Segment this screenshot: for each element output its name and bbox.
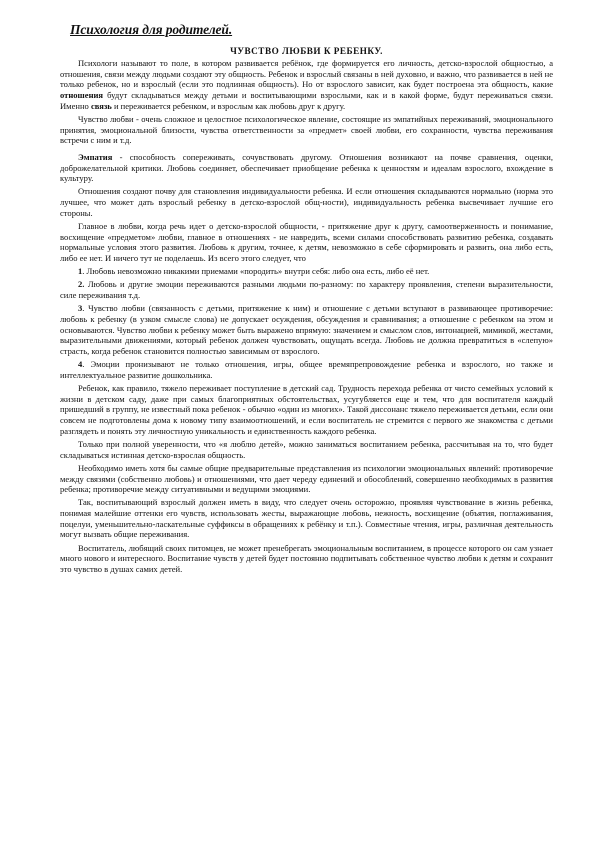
paragraph-9-number: 4 — [78, 359, 83, 370]
paragraph-10: Ребенок, как правило, тяжело переживает поступление в детский сад. Трудность перехода ребенка от чисто семейных условий к жизни в детском саду, даже при самых благоприятных обстоятельствах, усугубляется еще и тем, что для воспитателя каждый пришедший в группу, не известный пока ребенок - обычно «один из многих». Такой диссонанс тяжело переживается детьми, если они совсем не подготовлены дома к новому типу взаимоотношений, и если воспитатель не стремится с первого же знакомства с детьми разглядеть и понять эту личностную уникальность и единственность каждого ребенка. — [60, 383, 553, 436]
article-title: ЧУВСТВО ЛЮБВИ К РЕБЕНКУ. — [230, 46, 383, 56]
paragraph-7-number: 2. — [78, 279, 85, 290]
paragraph-8-text: . Чувство любви (связанность с детьми, притяжение к ним) и отношение с детьми вступают в развивающее противоречие: любовь к ребенку (в узком смысле слова) не допускает осуждения, обсуждения и сравнивания; а отношение с ребенком на этом и основываются. Чувство любви к ребенку может быть выражено впрямую: значением и смыслом слов, интонацией, мимикой, жестами, выразительными движениями, который ребенок должен чувствовать, ощущать всегда. Любовь не должна превратиться в «слепую» страсть, когда ребенок становится полностью зависимым от взрослого. — [60, 303, 553, 356]
document-page — [60, 22, 553, 577]
paragraph-3-text: - способность сопереживать, сочувствовать другому. Отношения возникают на почве сравнения, оценки, доброжелательной критики. Любовь соединяет, обеспечивает приобщение ребенка к ценностям и идеалам взрослого, вхождение в культуру. — [60, 151, 553, 184]
section-heading: Психология для родителей. — [70, 22, 233, 37]
paragraph-9-text: . Эмоции пронизывают не только отношения, игры, общее времяпрепровождение ребенка и взрослого, но также и интеллектуальное развитие дошкольника. — [60, 359, 553, 380]
paragraph-1 — [60, 58, 553, 111]
paragraph-8 — [60, 303, 553, 356]
paragraph-7 — [60, 279, 553, 300]
paragraph-6-number: 1 — [78, 266, 83, 277]
paragraph-1-text-c: и переживается ребенком, и взрослым как любовь друг к другу. — [111, 100, 346, 111]
paragraph-2: Чувство любви - очень сложное и целостное психологическое явление, состоящие из эмпатийных переживаний, эмоционального принятия, эмоциональной близости, чувства ответственности за «предмет» своей любви, его сохранности, чувства переживания встречи с ним и т.д. — [60, 113, 553, 146]
paragraph-6 — [60, 266, 553, 277]
paragraph-4: Отношения создают почву для становления индивидуальности ребенка. И если отношения складываются нормально (норма это лучшее, что может дать взрослый ребенку в детско-взрослой общ-ности), индивидуальность ребенка высвечивает лучшие его стороны. — [60, 186, 553, 218]
paragraph-1-text-a: Психологи называют то поле, в котором развивается ребёнок, где формируется его личность, детско-взрослой общностью, а отношения, связи между людьми создают эту общность. Ребенок и взрослый связаны в ней духовно, и важно, что развивается в ней не только ребенок, но и взрослый (если это подлинная общность). Но от взрослого зависит, как будет построена эта общность, какие — [60, 58, 553, 90]
paragraph-9 — [60, 359, 553, 380]
paragraph-14: Воспитатель, любящий своих питомцев, не может пренебрегать эмоциональным воспитанием, в процессе которого он сам узнает много нового и интересного. Воспитание чувств у детей будет постоянно подпитывать собственное чувство любви к детям и сохранит это чувство в душах самих детей. — [60, 542, 553, 574]
paragraph-8-number: 3 — [78, 303, 83, 314]
paragraph-12: Необходимо иметь хотя бы самые общие предварительные представления из психологии эмоциональных явлений: противоречие между связями (собственно любовь) и отношениями, что дает череду единений и обособлений, совершенно необходимых в развития ребенка; противоречие между ситуативными и ведущими эмоциями. — [60, 462, 553, 495]
paragraph-5: Главное в любви, когда речь идет о детско-взрослой общности, - притяжение друг к другу, самоотверженность и понимание, восхищение «предметом» любви, главное в отношениях - не навредить, всеми силами способствовать развитию ребенка, создавать нормальные условия этого развития. Любовь к другим, точнее, к детям, невозможно в себе сформировать и развить, она либо есть, либо ее нет. И ничего тут не поделаешь. Из всего этого следует, что — [60, 220, 553, 263]
paragraph-1-bold-bond: связь — [90, 100, 112, 111]
paragraph-11: Только при полной уверенности, что «я люблю детей», можно заниматься воспитанием ребенка, рассчитывая на то, что будет складываться истинная детско-взрослая общность. — [60, 439, 553, 460]
paragraph-3-bold-empathy: Эмпатия — [78, 151, 113, 162]
paragraph-13: Так, воспитывающий взрослый должен иметь в виду, что следует очень осторожно, проявляя чувствование в жизнь ребенка, понимая малейшие оттенки его чувств, использовать жесты, выражающие любовь, нежность, восхищение (объятия, поглаживания, поцелуи, уменьшительно-ласкательные суффиксы в обращениях к ребёнку и т.п.). Совместные чтения, игры, различная деятельность могут вызвать общие переживания. — [60, 497, 553, 540]
paragraph-1-text-b: будут складываться между детьми и воспитывающими взрослыми, как и в какой форме, будут переживаться связи. Именно — [60, 89, 553, 111]
paragraph-7-text: Любовь и другие эмоции переживаются разными людьми по-разному: по характеру проявления, степени выразительности, силе переживания т.д. — [60, 279, 553, 301]
paragraph-1-bold-relations: отношения — [60, 89, 104, 100]
paragraph-6-text: . Любовь невозможно никакими приемами «породить» внутри себя: либо она есть, либо её нет. — [82, 266, 430, 277]
paragraph-3 — [60, 152, 553, 184]
